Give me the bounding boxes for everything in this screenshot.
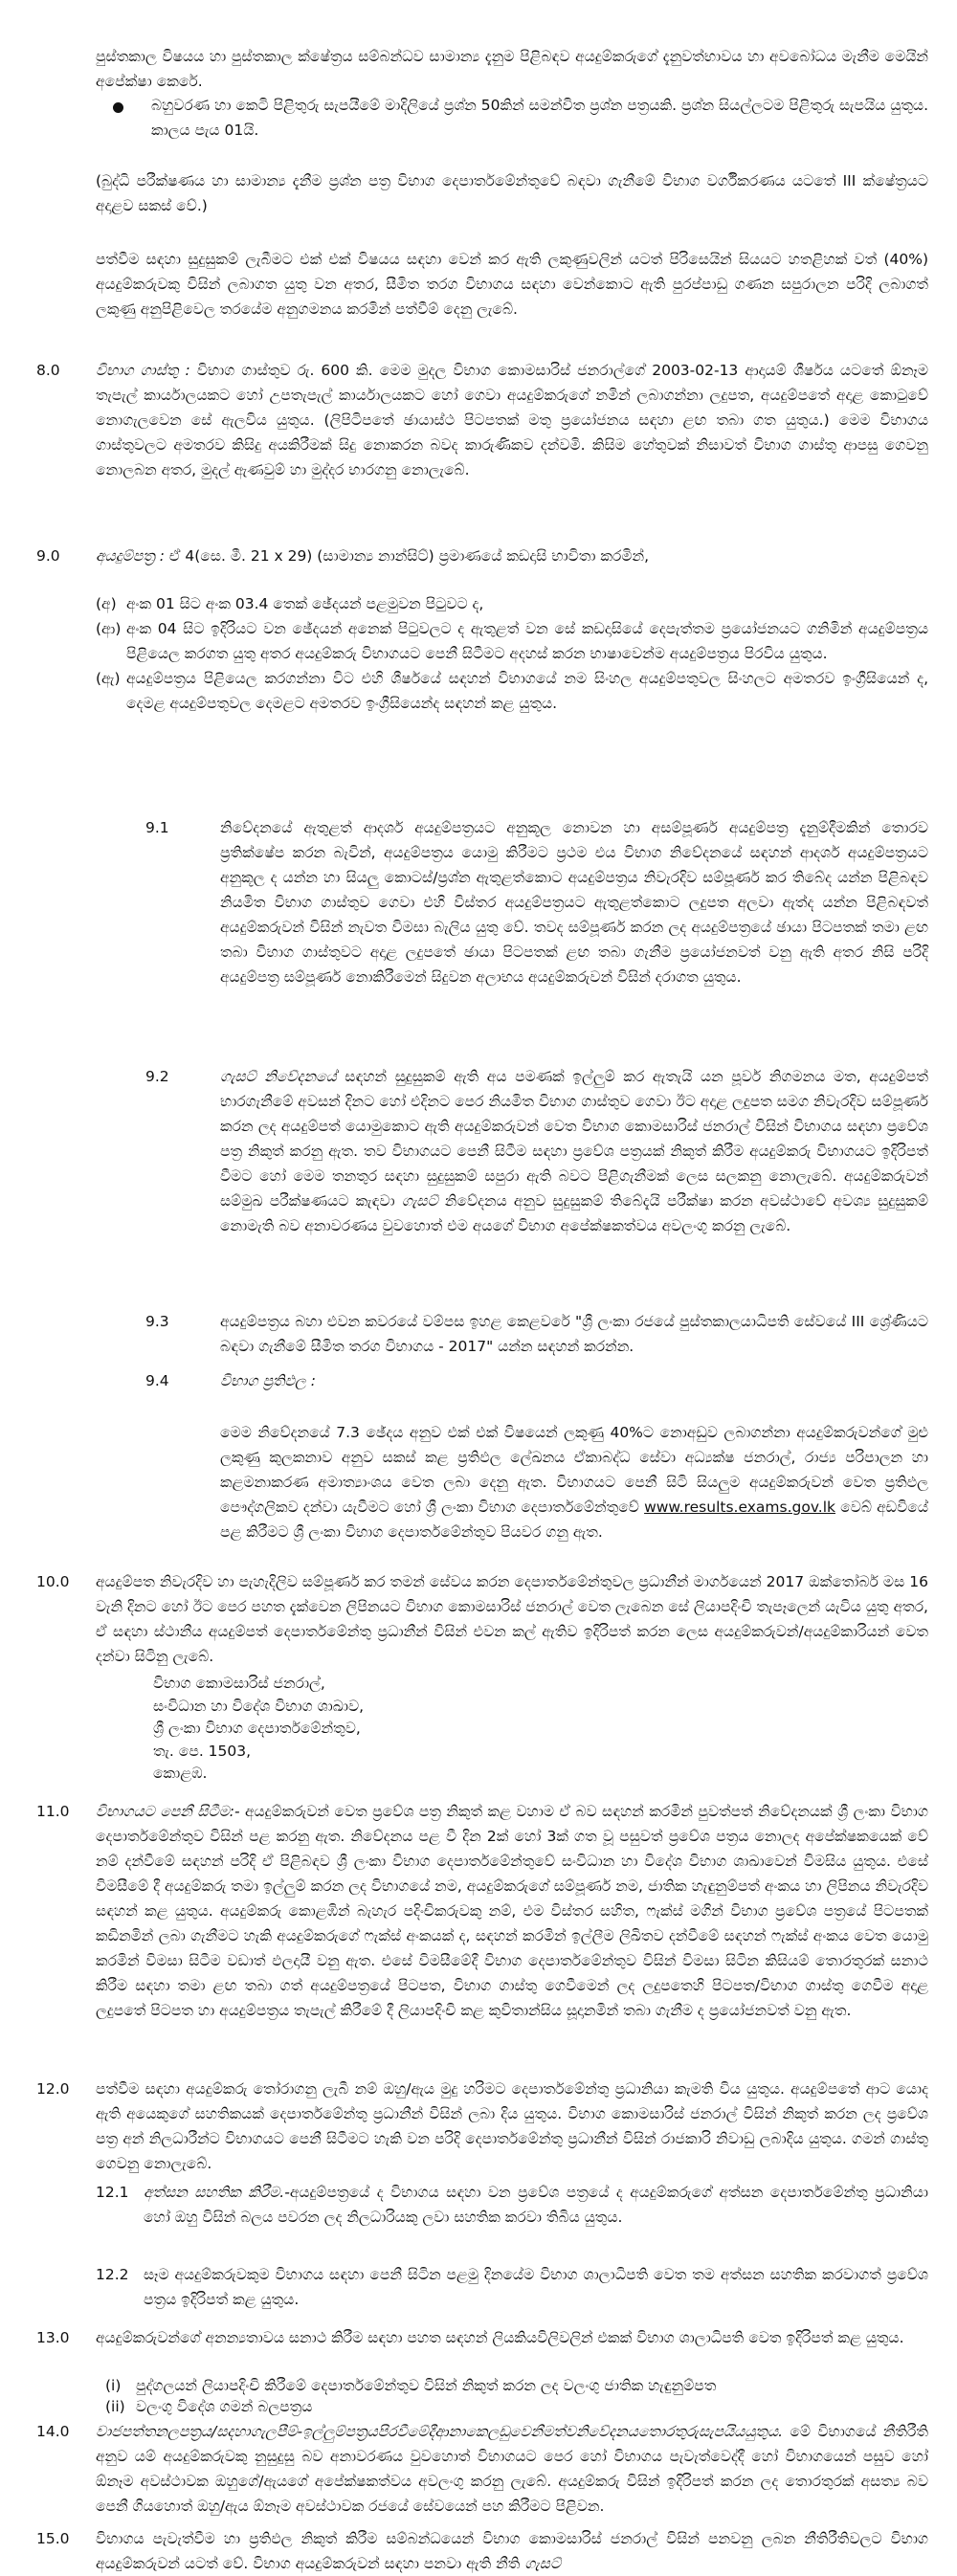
section-12-2-text: සෑම අයදුම්කරුවකුම විභාගය සඳහා පෙනී සිටින පළමු දිනයේම විභාග ශාලාධිපති වෙත තම අත්සන සහතික කරවාගත් ප්‍රවේශ පත්‍රය ඉදිරිපත් කළ යුතුය. (144, 2266, 928, 2308)
gazette-word: ගැසට් (524, 2555, 561, 2572)
section-9-2-part2: නිවේදනය අනුව සුදුසුකම් තිබේදැයි පරීක්ෂා කරන අවස්ථාවේ අවශ්‍ය සුදුසුකම් නොමැති බව අනාවරණය වුවහොත් එම අයගේ විභාග අපේක්ෂකත්වය අවලංගු කරනු ලැබේ. (220, 1192, 928, 1234)
list-item (96, 616, 928, 666)
section-9-application (96, 544, 928, 568)
list-item-text: වලංගු විදේශ ගමන් බලපත්‍රය (136, 2398, 313, 2415)
section-number-9-4: 9.4 (145, 1372, 169, 1389)
intro-note: (බුද්ධි පරීක්ෂණය හා සාමාන්‍ය දැනීම ප්‍රශ්න පත්‍ර විභාග දෙපාර්තමේන්තුවේ බඳවා ගැනීමේ විභාග වර්ගීකරණය යටතේ III ක්ෂේත්‍රයට අදාළව සකස් වේ.) (96, 172, 928, 214)
section-13-items (105, 2375, 928, 2417)
section-number-9-3: 9.3 (145, 1313, 169, 1330)
section-9-3-text: අයදුම්පත්‍රය බහා එවන කවරයේ වම්පස ඉහළ කෙළවරේ "ශ්‍රී ලංකා රජයේ පුස්තකාලයාධිපති සේවයේ III ශ්‍රේණියට බඳවා ගැනීමේ සීමිත තරග විභාගය - 2017" යන්න සඳහන් කරන්න. (220, 1313, 928, 1355)
list-item-text: අංක 01 සිට අංක 03.4 තෙක් ඡේදයන් පළමුවන පිටුවට ද, (126, 595, 484, 612)
address-line: සංවිධාන හා විදේශ විභාග ශාඛාව, (153, 1697, 365, 1715)
section-14-body: මේ විභාගයේ නීතිරීති අනුව යම් අයදුම්කරුවකු නුසුදුසු බව අනාවරණය වුවහොත් විභාගයට පෙර හෝ විභාගය පැවැත්වෙද්දී හෝ විභාගයෙන් පසුව හෝ ඕනෑම අවස්ථාවක ඔහුගේ/ඇයගේ අපේක්ෂකත්වය අවලංගු කරනු ලැබේ. අයදුම්කරු විසින් ඉදිරිපත් කරන ලද තොරතුරක් අසත්‍ය බව පෙනී ගියහොත් ඔහු/ඇය ඕනෑම අවස්ථාවක රජයේ සේවයෙන් පහ කිරීමට පිළිවන. (96, 2423, 928, 2515)
section-8-text: විභාග ගාස්තුව රු. 600 කි. මෙම මුදල විභාග කොමසාරිස් ජනරාල්ගේ 2003-02-13 ආදායම් ශීර්ෂය යටතේ ඕනෑම තැපැල් කාර්යාලයකට හෝ උපතැපැල් කාර්යාලයකට හෝ ගෙවා අයදුම්කරුගේ නමින් ලබාගන්නා ලදුපත, අයදුම්පතේ අදාළ කොටුවේ නොගැලවෙන සේ ඇලවිය යුතුය. (ලිපිටිපතේ ඡායාස්ථ පිටපතක් මතු ප්‍රයෝජනය සඳහා ළඟ තබා ගත යුතුය.) මෙම විභාගය ගාස්තුවලට අමතරව කිසිදු අයකිරීමක් සිදු නොකරන බවද කාරුණිකව දන්වමි. කිසිම හේතුවක් නිසාවත් විභාග ගාස්තු ආපසු ගෙවනු නොලබන අතර, මුදල් ඇණවුම් හා මුද්දර භාරගනු නොලැබේ. (96, 362, 929, 478)
bullet-icon (113, 102, 123, 113)
section-14-label: වාජපත්තනලපත්‍රය/සදහාගැලපීම්-ඉල්ලුම්පත්‍රයපිරවීමේදීආනාකෙලඩුවෙනීමත්වනිවේදනයතොරතුරුසැපයියයුතුය. (96, 2423, 784, 2440)
section-9-4-text (220, 1420, 928, 1544)
section-number-12-2: 12.2 (96, 2266, 129, 2283)
section-number-9-1: 9.1 (145, 819, 169, 836)
list-marker: (ආ) (96, 620, 122, 637)
list-item-text: අංක 04 සිට ඉදිරියට වන ඡේදයන් අනෙක් පිටුවලට ද ඇතුළත් වන සේ කඩදාසියේ දෙපැත්තම ප්‍රයෝජනයට ගනිමින් අයදුම්පත්‍රය පිළියෙල කරගත යුතු අතර අයදුම්කරු විභාගයට පෙනී සිටීමට අදහස් කරන භාෂාවෙන්ම අයදුම්පත්‍රය පිරවිය යුතුය. (126, 620, 928, 662)
address-block (153, 1673, 364, 1786)
section-number-15: 15.0 (36, 2530, 70, 2547)
section-number-14: 14.0 (36, 2423, 70, 2440)
section-9-label: අයදුම්පත්‍ර : (96, 547, 165, 565)
section-number-12: 12.0 (36, 2080, 70, 2098)
section-15-body: විභාගය පැවැත්වීම හා ප්‍රතිඵල නිකුත් කිරීම සම්බන්ධයෙන් විභාග කොමසාරිස් ජනරාල් විසින් පනවනු ලබන නීතිරීතිවලට විභාග අයදුම්කරුවන් යටත් වේ. විභාග අයදුම්කරුවන් සඳහා පනවා ඇති නීති (96, 2530, 928, 2572)
section-number-12-1: 12.1 (96, 2184, 129, 2201)
results-website-link[interactable]: www.results.exams.gov.lk (644, 1499, 836, 1516)
list-item (96, 666, 928, 716)
section-15-text (96, 2526, 928, 2576)
section-12-1-text (144, 2180, 928, 2230)
list-item-text: අයදුම්පත්‍රය පිළියෙල කරගන්නා විට එහි ශීර්ෂයේ සඳහන් විභාගයේ නම සිංහල අයදුම්පතුවල සිංහලට අමතරව ඉංග්‍රීසියෙන් ද, දෙමළ අයදුම්පතුවල දෙමළට අමතරව ඉංග්‍රීසියෙන්ද සඳහන් කළ යුතුය. (126, 670, 928, 712)
section-12-1-body: අයදුම්පත්‍රයේ ද විභාගය සඳහා වන ප්‍රවේශ පත්‍රයේ ද අයදුම්කරුගේ අත්සන දෙපාර්තමේන්තු ප්‍රධානියා හෝ ඔහු විසින් බලය පවරන ලද නිලධාරියකු ලවා සහතික කරවා තිබිය යුතුය. (144, 2184, 928, 2226)
section-10-text: අයදුම්පත නිවැරදිව හා පැහැදිලිව සම්පූර්ණ කර තමන් සේවය කරන දෙපාර්තමේන්තුවල ප්‍රධානීන් මාර්ගයෙන් 2017 ඔක්තෝබර් මස 16 වැනි දිනට හෝ ඊට පෙර පහත දැක්වෙන ලිපිනයට විභාග කොමසාරිස් ජනරාල් වෙත ලැබෙන සේ ලියාපදිංචි තැපෑලෙන් යැවිය යුතු අතර, ඒ සඳහා ස්ථානීය අයදුම්පත් දෙපාර්තමේන්තු ප්‍රධානීන් විසින් එවන කල් ඇතිව ඉදිරිපත් කරන ලෙස අයදුම්කරුවන්/අයදුම්කාරියන් වෙත දන්වා සිටිනු ලැබේ. (96, 1573, 928, 1665)
address-line: විභාග කොමසාරිස් ජනරාල්, (153, 1675, 325, 1692)
section-11-label: විභාගයට පෙනී සිටීම:- (96, 1803, 240, 1820)
section-11-body: අයදුම්කරුවන් වෙත ප්‍රවේශ පත්‍ර නිකුත් කළ වහාම ඒ බව සඳහන් කරමින් පුවත්පත් නිවේදනයක් ශ්‍රී ලංකා විභාග දෙපාර්තමේන්තුව විසින් පළ කරනු ඇත. නිවේදනය පළ වී දින 2ක් හෝ 3ක් ගත වූ පසුවත් ප්‍රවේශ පත්‍රය නොලද අපේක්ෂකයෙක් වේ නම් දන්වීමේ සඳහන් පරිදි ඒ පිළිබඳව ශ්‍රී ලංකා විභාග දෙපාර්තමේන්තුවේ සංවිධාන හා විදේශ විභාග ශාඛාවෙන් විමසිය යුතුය. එසේ විමසීමේ දී අයදුම්කරු තමා ඉල්ලුම් කරන ලද විභාගයේ නම, අයදුම්කරුගේ සම්පූර්ණ නම, ජාතික හැඳුනුම්පත් අංකය හා ලිපිනය නිවැරදිව සඳහන් කළ යුතුය. අයදුම්කරු කොළඹින් බැහැර පදිංචිකරුවකු නම්, එම විස්තර සහිත, ෆැක්ස් මගින් විභාග ප්‍රවේශ පත්‍රයේ පිටපතක් කඩිනමින් ලබා ගැනීමට හැකි අයදුම්කරුගේ ෆැක්ස් අංකයක් ද, සඳහන් කරමින් ඉල්ලීම ලිඛිතව දන්වීමේ සඳහන් ෆැක්ස් අංකය වෙත යොමු කරමින් විමසා සිටීම වඩාත් ඵලදායී වනු ඇත. එසේ විමසීමේදී විභාග දෙපාර්තමේන්තුව විසින් විමසා සිටින කිසියම් තොරතුරක් සනාථ කිරීම සඳහා තමා ළඟ තබා ගත් අයදුම්පත්‍රයේ පිටපත, විභාග ගාස්තු ගෙවීමෙන් ලද ලදුපතෙහි පිටපත/විභාග ගාස්තු ගෙවීම අදාළ ලදුපතේ පිටපත හා අයදුම්පත්‍රය තැපැල් කිරීමේ දී ලියාපදිංචි කළ කුවිතාන්සිය සූදානමින් තබා ගැනීම ද ප්‍රයෝජනවත් වනු ඇත. (96, 1803, 928, 2019)
results-text-part2: වෙබ් අඩවියේ පළ කිරීමට ශ්‍රී ලංකා විභාග දෙපාර්තමේන්තුව පියවර ගනු ඇත. (220, 1499, 928, 1541)
intro-paragraph-pass-mark: පත්වීම සඳහා සුදුසුකම් ලැබීමට එක් එක් විෂයය සඳහා වෙන් කර ඇති ලකුණුවලින් යටත් පිරිසෙයින් සියයට හතළිහක් වත් (40%) අයදුම්කරුවකු විසින් ලබාගත යුතු වන අතර, සීමිත තරග විභාගය සඳහා වෙන්කොට ඇති පුරප්පාඩු ගණන සපුරාලන පරිදි ලබාගත් ලකුණු අනුපිළිවෙල තරයේම අනුගමනය කරමින් පත්වීම් දෙනු ලැබේ. (96, 251, 928, 318)
list-item (105, 2396, 928, 2417)
list-marker: (අ) (96, 595, 117, 612)
address-line: කොළඹ. (153, 1765, 208, 1782)
gazette-word: ගැසට් නිවේදනයේ (220, 1068, 337, 1085)
section-13-text: අයදුම්කරුවන්ගේ අනන්‍යතාවය සනාථ කිරීම සඳහා පහත සඳහන් ලියකියවිලිවලින් එකක් විභාග ශාලාධිපති වෙත ඉදිරිපත් කළ යුතුය. (96, 2329, 904, 2346)
section-number-9: 9.0 (36, 547, 60, 565)
section-8-exam-fee (96, 358, 928, 482)
section-number-10: 10.0 (36, 1573, 70, 1590)
section-9-text: ඒ 4(සෙ. මී. 21 x 29) (සාමාන්‍ය නාන්සිට්) ප්‍රමාණයේ කඩදාසි භාවිතා කරමින්, (164, 547, 650, 565)
list-item (105, 2375, 928, 2396)
gazette-word: ගැසට් (401, 1192, 438, 1210)
section-12-text: පත්වීම සඳහා අයදුම්කරු තෝරාගනු ලැබී නම් ඔහු/ඇය මුදු හරිමට දෙපාර්තමේන්තු ප්‍රධානියා කැමති විය යුතුය. අයදුම්පතේ ආට යොද ඇති අයෙකුගේ සහතිකයක් දෙපාර්තමේන්තු ප්‍රධානීන් විසින් ලබා දිය යුතුය. විභාග කොමසාරිස් ජනරාල් විසින් නිකුත් කරන ලද ප්‍රවේශ පත්‍ර අන් නිලධාරීන්ට විභාගයට පෙනී සිටීමට හැකි වන පරිදි දෙපාර්තමේන්තු ප්‍රධානීන් විසින් රාජකාරි නිවාඩු ලබාදිය යුතුය. ගමන් ගාස්තු ගෙවනු නොලැබේ. (96, 2080, 928, 2172)
section-9-2-part1: සඳහන් සුදුසුකම් ඇති අය පමණක් ඉල්ලුම් කර ඇතැයි යන පූර්ව නිගමනය මත, අයදුම්පත් භාරගැනීමේ අවසන් දිනට හෝ එදිනට පෙර නියමිත විභාග ගාස්තුව ගෙවා ඊට අදාළ ලදුපත සමග නිවැරදිව සම්පූර්ණ කරන ලද අයදුම්පත් යොමුකොට ඇති අයදුම්කරුවන් වෙත විභාග කොමසාරිස් ජනරාල් විසින් විභාගය සඳහා ප්‍රවේශ පත්‍ර නිකුත් කරනු ඇත. තව විභාගයට පෙනී සිටීම සඳහා ප්‍රවේශ පත්‍රයක් නිකුත් කිරීම අයදුම්කරු විභාගයට ඉදිරිපත් වීමට හෝ මෙම තනතුර සඳහා සුදුසුකම් සපුරා ඇති බවට පිළිගැනීමක් ලෙස සලකනු නොලැබේ. අයදුම්කරුවන් සම්මුඛ පරීක්ෂණයට කැඳවා (220, 1068, 929, 1210)
list-item (96, 591, 928, 616)
section-number-9-2: 9.2 (145, 1068, 169, 1085)
list-item-text: පුද්ගලයන් ලියාපදිංචි කිරීමේ දෙපාර්තමේන්තුව විසින් නිකුත් කරන ලද වලංගු ජාතික හැඳුනුම්පත (136, 2377, 717, 2394)
intro-bullet: බහුවරණ හා කෙටි පිළිතුරු සැපයීමේ මාදිලියේ ප්‍රශ්න 50කින් සමන්විත ප්‍රශ්න පත්‍රයකි. ප්‍රශ්න සියල්ලටම පිළිතුරු සැපයිය යුතුය. කාලය පැය 01යි. (151, 97, 928, 139)
section-9-2-text (220, 1064, 928, 1238)
list-marker: (ඇ) (96, 670, 121, 687)
section-number-8: 8.0 (36, 362, 60, 379)
section-9-1-text: නිවේදනයේ ඇතුළත් ආදර්ශ අයදුම්පත්‍රයට අනුකූල නොවන හා අසම්පූර්ණ අයදුම්පත්‍ර දැනුම්දීමකින් තොරව ප්‍රතික්ෂේප කරන බැවින්, අයදුම්පත්‍රය යොමු කිරීමට ප්‍රථම එය විභාග නිවේදනයේ සඳහන් ආදර්ශ අයදුම්පත්‍රයට අනුකූල ද යන්න හා සියලු කොටස්/ප්‍රශ්න ඇතුළත්කොට අයදුම්පත්‍රය නිවැරදිව සම්පූර්ණ කර තිබේද යන්න පිළිබඳව නියමිත විභාග ගාස්තුව ගෙවා එහි විස්තර අයදුම්පත්‍රයට ඇතුළත්කොට ලදුපත අලවා ඇත්ද යන්න පිළිබඳවත් අයදුම්කරුවන් විසින් නැවත විමසා බැලිය යුතු වේ. තවද සම්පූර්ණ කරන ලද අයදුම්පත්‍රයේ ඡායා පිටපතක් තමා ළඟ තබා විභාග ගාස්තුවට අදාළ ලදුපතේ ඡායා පිටපතක් ළඟ තබා ගැනීම ප්‍රයෝජනවත් වනු ඇති අතර නිසි පරිදි අයදුම්පත්‍ර සම්පූර්ණ නොකිරීමෙන් සිදුවන අලාභය අයදුම්කරුවන් විසින් දරාගත යුතුය. (220, 819, 928, 986)
section-14-text (96, 2419, 928, 2519)
section-number-11: 11.0 (36, 1803, 70, 1820)
results-text-part1: මෙම නිවේදනයේ 7.3 ඡේදය අනුව එක් එක් විෂයෙන් ලකුණු 40%ට නොඅඩුව ලබාගන්නා අයදුම්කරුවන්ගේ මුළු ලකුණු කුලකනාව අනුව සකස් කළ ප්‍රතිඵල ලේඛනය ඒකාබද්ධ සේවා අධ්‍යක්ෂ ජනරාල්, රාජ්‍ය පරිපාලන හා කළමනාකරණ අමාත්‍යාංශය වෙත ලබා දෙනු ඇත. විභාගයට පෙනී සිටි සියලුම අයදුම්කරුවන් වෙත ප්‍රතිඵල පෞද්ගලිකව දන්වා යැවීමට හෝ ශ්‍රී ලංකා විභාග දෙපාර්තමේන්තුවේ (220, 1424, 928, 1516)
list-marker: (ii) (105, 2398, 125, 2415)
section-9-4-label: විභාග ප්‍රතිඵල : (220, 1372, 317, 1389)
section-8-label: විභාග ගාස්තු : (96, 362, 190, 379)
intro-paragraph: පුස්තකාල විෂයය හා පුස්තකාල ක්ෂේත්‍රය සම්බන්ධව සාමාන්‍ය දැනුම පිළිබඳව අයදුම්කරුගේ දැනුවත්භාවය හා අවබෝධය මැනීම මෙයින් අපේක්ෂා කෙරේ. (96, 48, 928, 90)
section-number-13: 13.0 (36, 2329, 70, 2346)
list-marker: (i) (105, 2377, 122, 2394)
section-11-text (96, 1799, 928, 2023)
address-line: තැ. පෙ. 1503, (153, 1742, 252, 1760)
section-12-1-label: අත්සන සහතික කිරීම.- (144, 2184, 290, 2201)
address-line: ශ්‍රී ලංකා විභාග දෙපාර්තමේන්තුව, (153, 1720, 361, 1737)
section-9-items (96, 591, 928, 716)
